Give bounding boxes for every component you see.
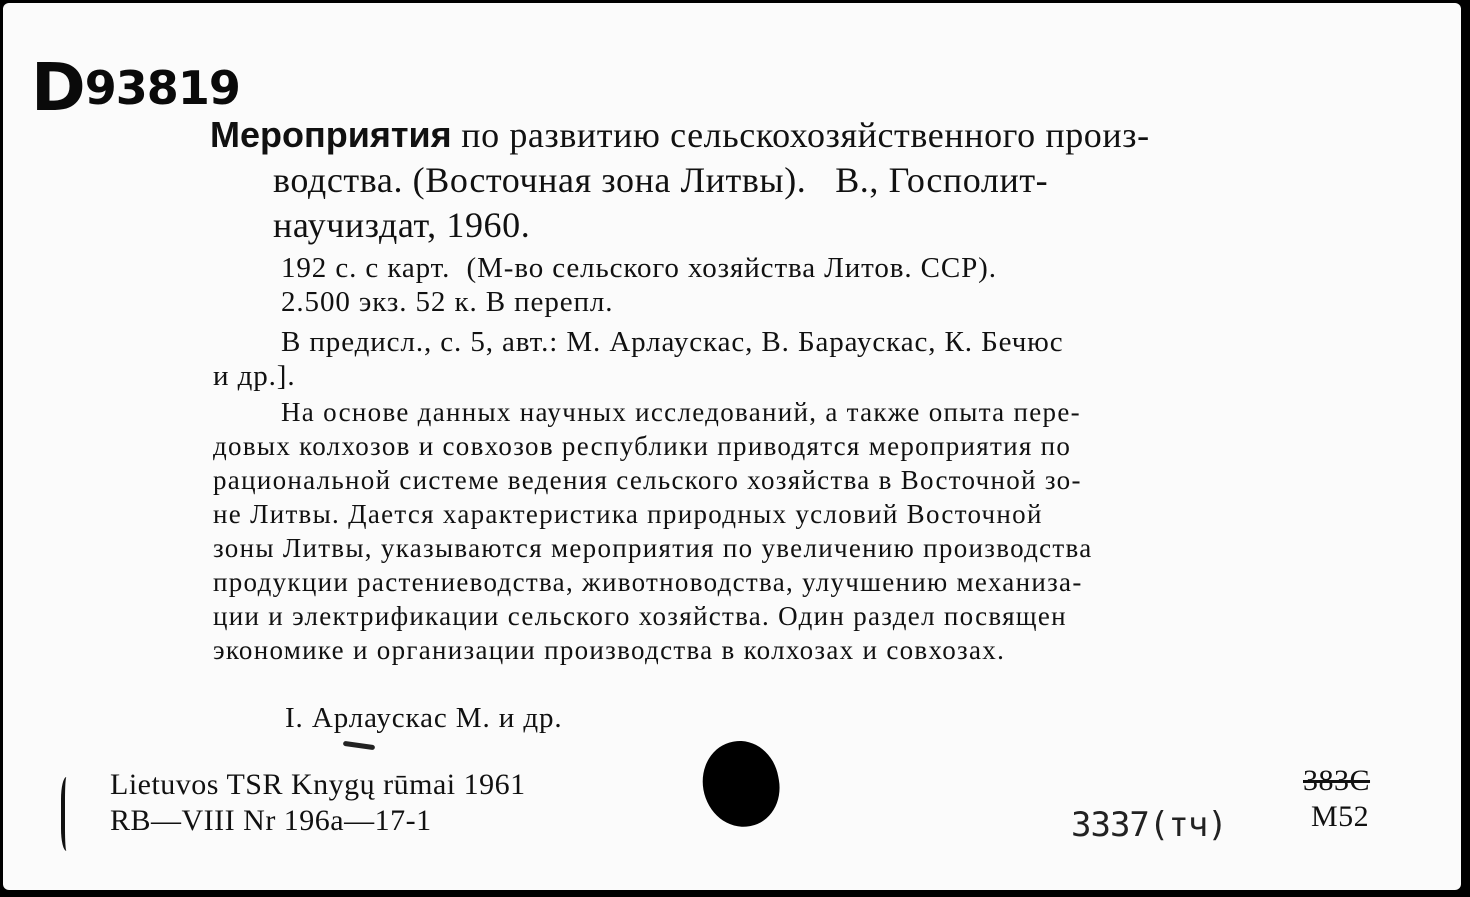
annotation-line: экономике и организации производства в колхозах и совхозах.	[213, 635, 1006, 665]
annotation-line: не Литвы. Дается характеристика природных условий Восточной	[213, 499, 1043, 529]
title-bold: Мероприятия	[210, 114, 452, 155]
pub-line-1: 192 с. с карт. (М-во сельского хозяйства Литов. ССР).	[281, 252, 997, 284]
punch-hole	[696, 735, 786, 833]
title-line-1-rest: по развитию сельскохозяйственного произ-	[461, 115, 1150, 155]
inventory-stamp	[31, 43, 240, 126]
class-code: M52	[1311, 800, 1370, 833]
annotation-line: На основе данных научных исследований, а также опыта пере-	[281, 397, 1081, 427]
lib-line-1: Lietuvos TSR Knygų rūmai 1961	[110, 768, 526, 801]
added-entry: I. Арлаускас М. и др.	[285, 702, 563, 734]
annotation-line: довых колхозов и совхозов республики приводятся мероприятия по	[213, 431, 1072, 461]
title-line-3: научиздат, 1960.	[273, 205, 531, 245]
annotation-line: продукции растениеводства, животноводства, улучшению механиза-	[213, 567, 1083, 597]
lib-line-2: RB—VIII Nr 196a—17-1	[110, 804, 432, 837]
catalog-card	[3, 3, 1461, 890]
handwritten-code: 3337(тч)	[1071, 805, 1227, 845]
pen-mark	[343, 741, 375, 750]
stamp-number: 93819	[84, 61, 240, 115]
title-line-2: водства. (Восточная зона Литвы). В., Госполит-	[273, 160, 1049, 200]
class-code-struck: 383C	[1303, 764, 1371, 797]
pub-line-4: и др.].	[213, 360, 296, 392]
pub-line-2: 2.500 экз. 52 к. В перепл.	[281, 286, 614, 318]
bracket-mark	[61, 777, 79, 851]
annotation-line: рациональной системе ведения сельского хозяйства в Восточной зо-	[213, 465, 1082, 495]
annotation-line: ции и электрификации сельского хозяйства. Один раздел посвящен	[213, 601, 1067, 631]
pub-line-3: В предисл., с. 5, авт.: М. Арлаускас, В. Бараускас, К. Бечюс	[281, 326, 1064, 358]
title-line-1	[210, 113, 1150, 157]
stamp-prefix: D	[31, 49, 85, 126]
annotation-line: зоны Литвы, указываются мероприятия по увеличению производства	[213, 533, 1093, 563]
